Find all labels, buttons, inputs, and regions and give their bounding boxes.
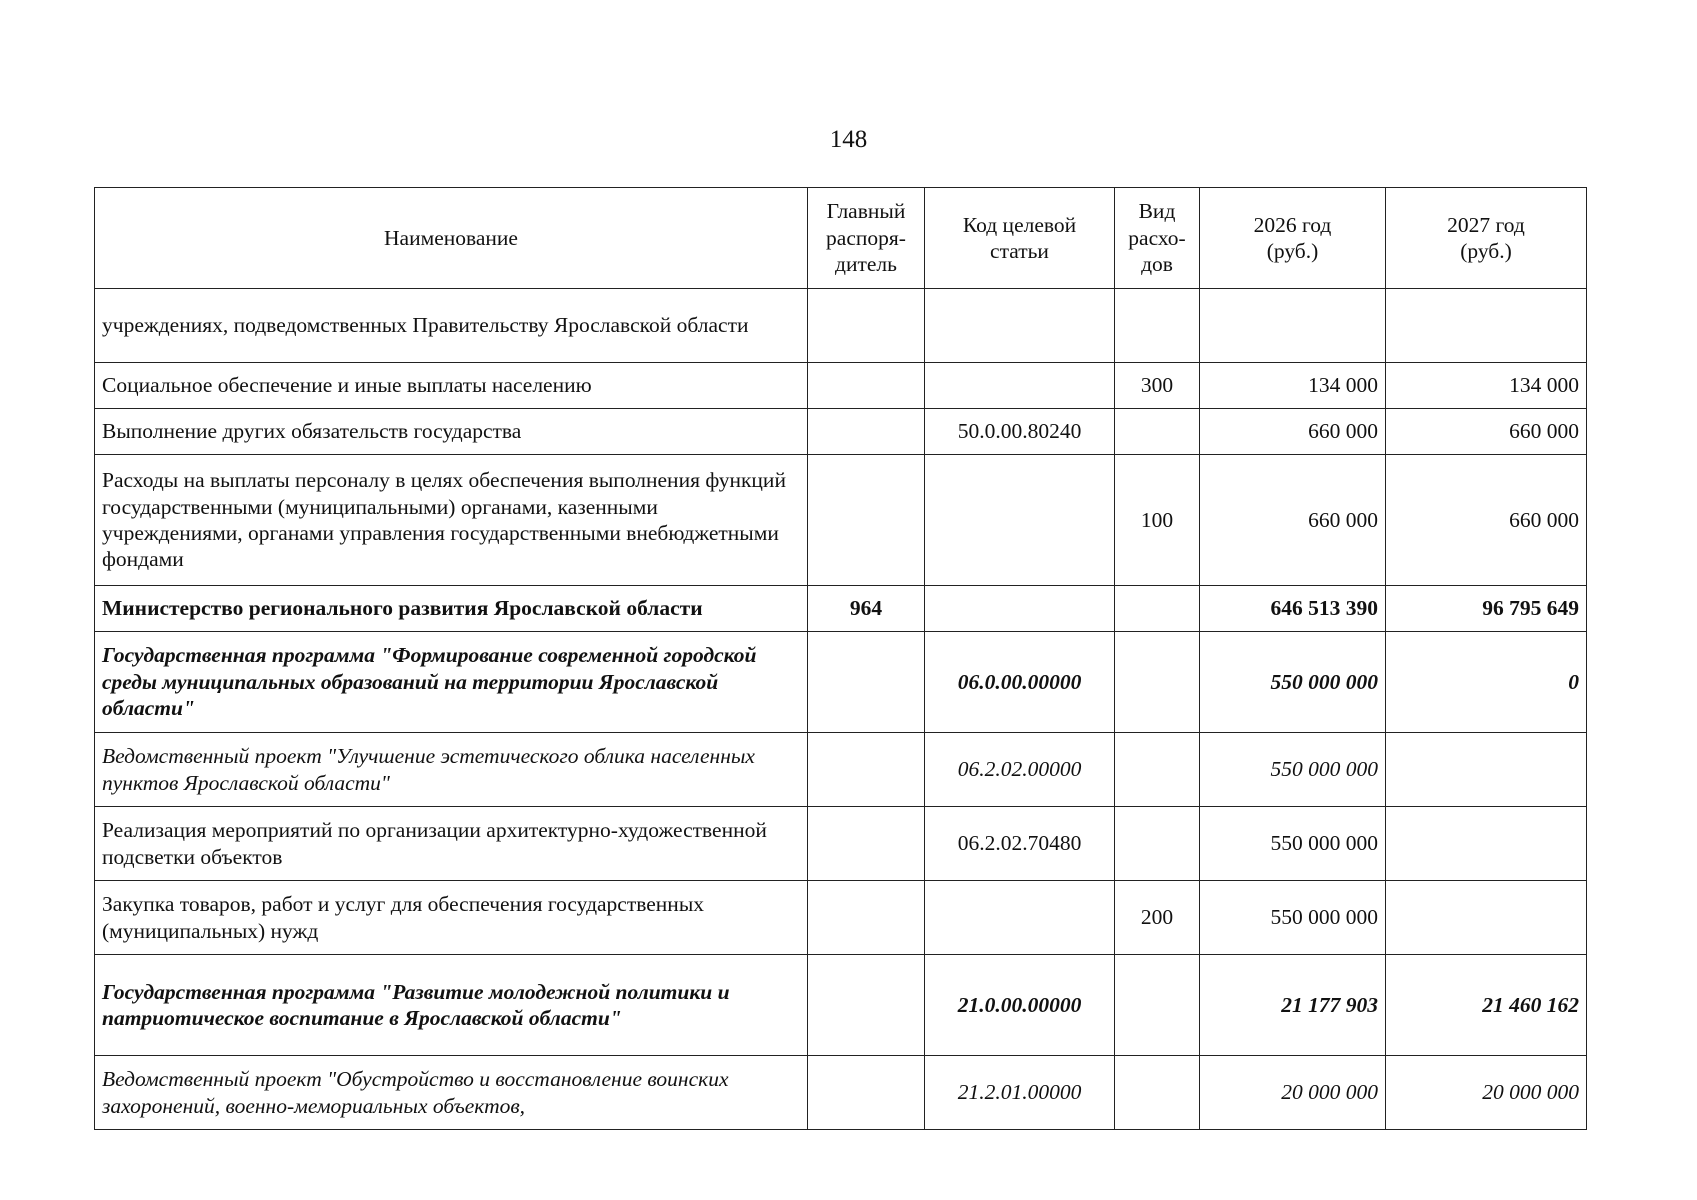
header-year-2026: 2026 год (руб.) — [1200, 188, 1386, 289]
cell-expense-type — [1115, 807, 1200, 881]
cell-name: Реализация мероприятий по организации архитектурно-художественной подсветки объектов — [95, 807, 808, 881]
table-row — [95, 632, 1587, 733]
cell-target-code: 21.2.01.00000 — [925, 1056, 1115, 1130]
cell-expense-type: 300 — [1115, 363, 1200, 409]
cell-target-code — [925, 289, 1115, 363]
cell-target-code — [925, 363, 1115, 409]
cell-year-2027 — [1386, 881, 1587, 955]
cell-year-2027: 660 000 — [1386, 455, 1587, 586]
cell-expense-type: 100 — [1115, 455, 1200, 586]
cell-year-2027: 0 — [1386, 632, 1587, 733]
cell-main-manager — [808, 363, 925, 409]
cell-name: Социальное обеспечение и иные выплаты населению — [95, 363, 808, 409]
cell-year-2026: 660 000 — [1200, 409, 1386, 455]
cell-year-2026: 134 000 — [1200, 363, 1386, 409]
cell-year-2027 — [1386, 289, 1587, 363]
table-header-row — [95, 188, 1587, 289]
cell-year-2027 — [1386, 807, 1587, 881]
cell-target-code: 50.0.00.80240 — [925, 409, 1115, 455]
cell-name: Государственная программа "Развитие молодежной политики и патриотическое воспитание в Ярославской области" — [95, 955, 808, 1056]
cell-year-2027: 660 000 — [1386, 409, 1587, 455]
cell-year-2027: 20 000 000 — [1386, 1056, 1587, 1130]
table-row — [95, 955, 1587, 1056]
cell-name: Министерство регионального развития Ярославской области — [95, 586, 808, 632]
cell-main-manager — [808, 881, 925, 955]
cell-target-code: 06.0.00.00000 — [925, 632, 1115, 733]
cell-main-manager — [808, 632, 925, 733]
cell-main-manager — [808, 455, 925, 586]
cell-expense-type — [1115, 1056, 1200, 1130]
cell-year-2026: 550 000 000 — [1200, 733, 1386, 807]
cell-year-2027: 134 000 — [1386, 363, 1587, 409]
table-row — [95, 733, 1587, 807]
table-row — [95, 289, 1587, 363]
table-body — [95, 289, 1587, 1130]
cell-main-manager — [808, 807, 925, 881]
cell-year-2027: 96 795 649 — [1386, 586, 1587, 632]
cell-name: Государственная программа "Формирование современной городской среды муниципальных образований на территории Ярославской области" — [95, 632, 808, 733]
table-row — [95, 1056, 1587, 1130]
cell-name: Закупка товаров, работ и услуг для обеспечения государственных (муниципальных) нужд — [95, 881, 808, 955]
budget-table — [94, 187, 1587, 1130]
cell-year-2026: 550 000 000 — [1200, 881, 1386, 955]
cell-year-2026: 660 000 — [1200, 455, 1386, 586]
cell-name: учреждениях, подведомственных Правительству Ярославской области — [95, 289, 808, 363]
cell-target-code — [925, 881, 1115, 955]
header-target-code: Код целевой статьи — [925, 188, 1115, 289]
cell-target-code: 21.0.00.00000 — [925, 955, 1115, 1056]
cell-expense-type — [1115, 409, 1200, 455]
cell-target-code — [925, 586, 1115, 632]
cell-year-2026: 550 000 000 — [1200, 632, 1386, 733]
page-number: 148 — [829, 126, 868, 153]
cell-target-code — [925, 455, 1115, 586]
table-row — [95, 455, 1587, 586]
header-year-2027: 2027 год (руб.) — [1386, 188, 1587, 289]
cell-expense-type — [1115, 289, 1200, 363]
cell-name: Выполнение других обязательств государства — [95, 409, 808, 455]
cell-expense-type — [1115, 586, 1200, 632]
header-main-manager: Главный распоря-дитель — [808, 188, 925, 289]
cell-main-manager — [808, 289, 925, 363]
table-row — [95, 881, 1587, 955]
cell-year-2027 — [1386, 733, 1587, 807]
header-name: Наименование — [95, 188, 808, 289]
cell-expense-type — [1115, 955, 1200, 1056]
cell-main-manager — [808, 733, 925, 807]
cell-target-code: 06.2.02.70480 — [925, 807, 1115, 881]
cell-target-code: 06.2.02.00000 — [925, 733, 1115, 807]
cell-main-manager — [808, 955, 925, 1056]
table-row — [95, 807, 1587, 881]
table-row — [95, 586, 1587, 632]
cell-expense-type — [1115, 632, 1200, 733]
table-row — [95, 363, 1587, 409]
cell-year-2026: 646 513 390 — [1200, 586, 1386, 632]
cell-year-2026 — [1200, 289, 1386, 363]
cell-year-2026: 20 000 000 — [1200, 1056, 1386, 1130]
cell-main-manager — [808, 1056, 925, 1130]
cell-year-2026: 550 000 000 — [1200, 807, 1386, 881]
cell-main-manager — [808, 409, 925, 455]
cell-name: Расходы на выплаты персоналу в целях обеспечения выполнения функций государственными (муниципальными) органами, казенными учреждениями, органами управления государственными внебюджетными фондами — [95, 455, 808, 586]
table-row — [95, 409, 1587, 455]
cell-expense-type — [1115, 733, 1200, 807]
cell-main-manager: 964 — [808, 586, 925, 632]
header-expense-type: Вид расхо-дов — [1115, 188, 1200, 289]
cell-year-2027: 21 460 162 — [1386, 955, 1587, 1056]
cell-expense-type: 200 — [1115, 881, 1200, 955]
cell-name: Ведомственный проект "Улучшение эстетического облика населенных пунктов Ярославской области" — [95, 733, 808, 807]
cell-year-2026: 21 177 903 — [1200, 955, 1386, 1056]
cell-name: Ведомственный проект "Обустройство и восстановление воинских захоронений, военно-мемориальных объектов, — [95, 1056, 808, 1130]
